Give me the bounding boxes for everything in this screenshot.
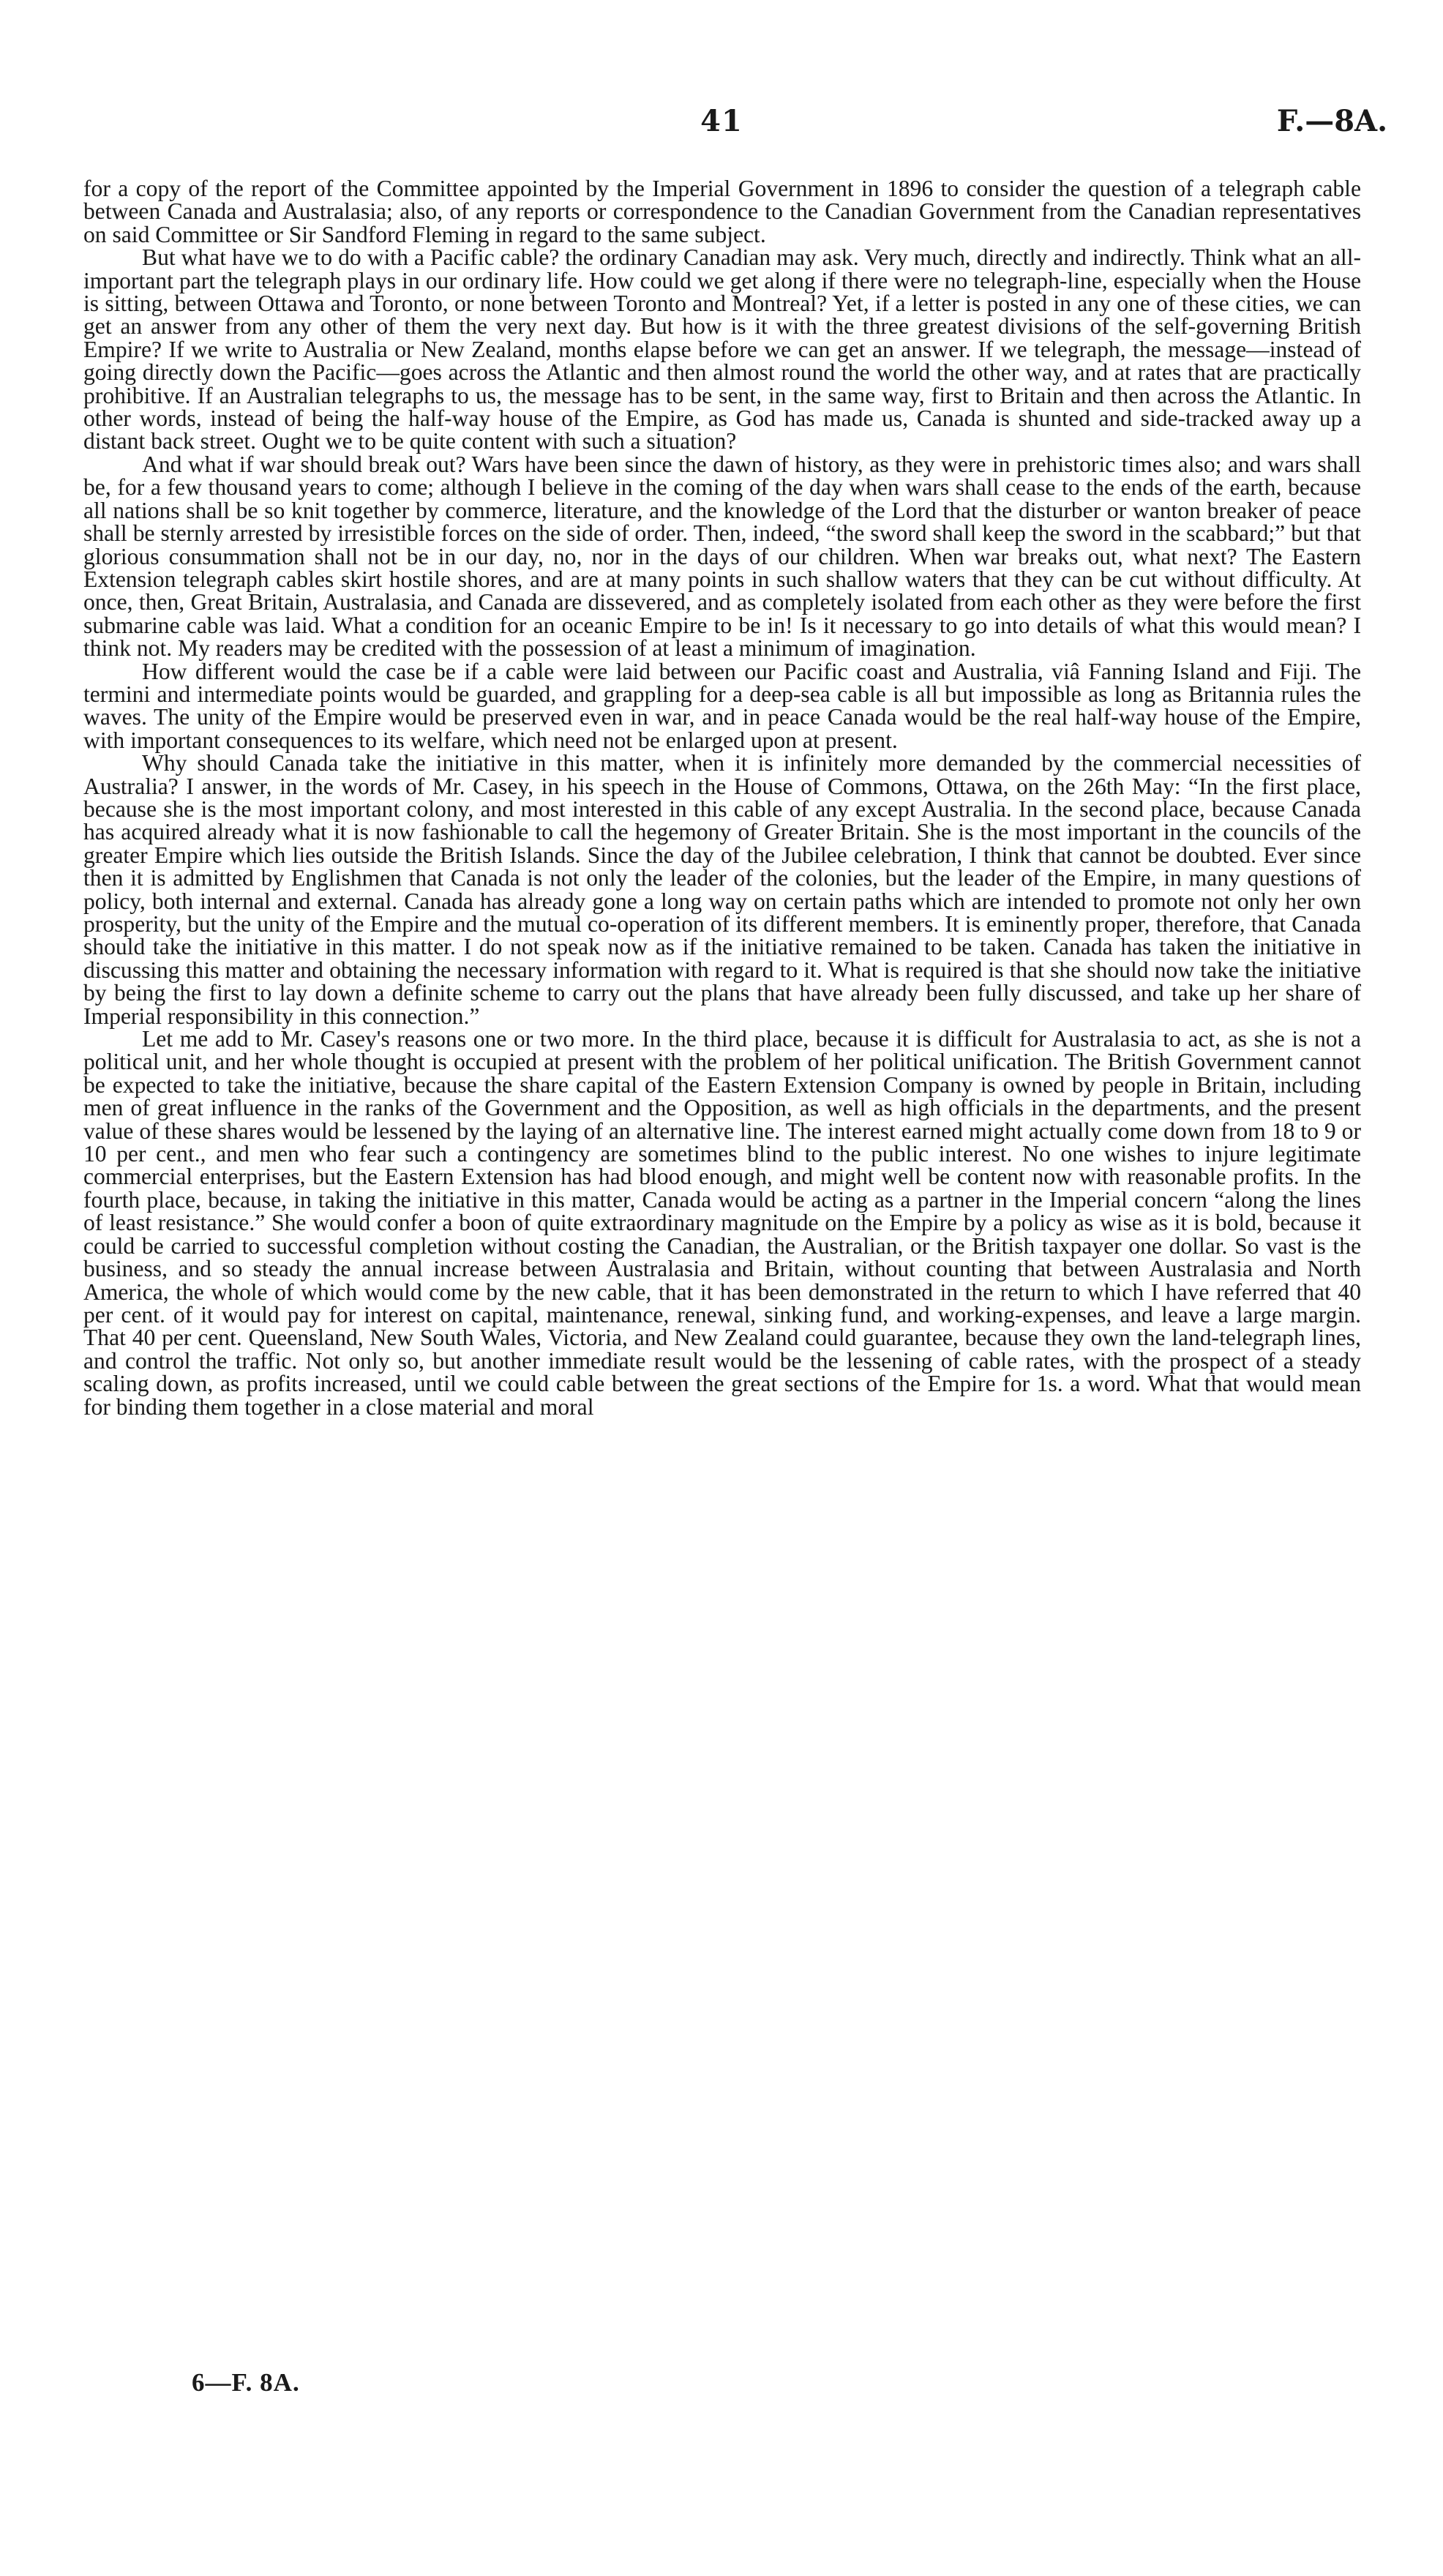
paragraph-war: And what if war should break out? Wars have been since the dawn of history, as they were in prehistoric times also; and wars shall be, for a few thousand years to come; although I believe in the coming of the day when wars shall cease to the ends of the earth, because all nations shall be so knit together by commerce, literature, and the knowledge of the Lord that the disturber or wanton breaker of peace shall be sternly arrested by irresistible forces on the side of order. Then, indeed, “the sword shall keep the sword in the scabbard;” but that glorious consummation shall not be in our day, no, nor in the days of our children. When war breaks out, what next? The Eastern Extension telegraph cables skirt hostile shores, and are at many points in such shallow waters that they can be cut without difficulty. At once, then, Great Britain, Australasia, and Canada are dissevered, and as completely isolated from each other as they were before the first submarine cable was laid. What a condition for an oceanic Empire to be in! Is it necessary to go into details of what this would mean? I think not. My readers may be credited with the possession of at least a minimum of imagination. [83,451,1361,662]
document-reference: F.—8A. [1276,104,1387,138]
paragraph-continuation: for a copy of the report of the Committee appointed by the Imperial Government in 1896 to consider the question of a telegraph cable between Canada and Australasia; also, of any reports or correspondence to the Canadian Government from the Canadian representatives on said Committee or Sir Sandford Fleming in regard to the same subject. [83,176,1361,247]
footer-signature: 6—F. 8A. [192,2368,300,2397]
paragraph-pacific-cable: But what have we to do with a Pacific cable? the ordinary Canadian may ask. Very much, directly and indirectly. Think what an all-important part the telegraph plays in our ordinary life. How could we get along if there were no telegraph-line, especially when the House is sitting, between Ottawa and Toronto, or none between Toronto and Montreal? Yet, if a letter is posted in any one of these cities, we can get an answer from any other of them the very next day. But how is it with the three greatest divisions of the self-governing British Empire? If we write to Australia or New Zealand, months elapse before we can get an answer. If we telegraph, the message—instead of going directly down the Pacific—goes across the Atlantic and then almost round the world the other way, and at rates that are practically prohibitive. If an Australian telegraphs to us, the message has to be sent, in the same way, first to Britain and then across the Atlantic. In other words, instead of being the half-way house of the Empire, as God has made us, Canada is shunted and side-tracked away up a distant back street. Ought we to be quite content with such a situation? [83,244,1361,454]
body-text [83,177,1361,1418]
page-number: 41 [700,104,743,138]
paragraph-fanning-island: How different would the case be if a cable were laid between our Pacific coast and Australia, viâ Fanning Island and Fiji. The termini and intermediate points would be guarded, and grappling for a deep-sea cable is all but impossible as long as Britannia rules the waves. The unity of the Empire would be preserved even in war, and in peace Canada would be the real half-way house of the Empire, with important consequences to its welfare, which need not be enlarged upon at present. [83,658,1361,753]
paragraph-additional-reasons: Let me add to Mr. Casey's reasons one or two more. In the third place, because it is difficult for Australasia to act, as she is not a political unit, and her whole thought is occupied at present with the problem of her political unification. The British Government cannot be expected to take the initiative, because the share capital of the Eastern Extension Company is owned by people in Britain, including men of great influence in the ranks of the Government and the Opposition, as well as high officials in the departments, and the present value of these shares would be lessened by the laying of an alternative line. The interest earned might actually come down from 18 to 9 or 10 per cent., and men who fear such a contingency are sometimes blind to the public interest. No one wishes to injure legitimate commercial enterprises, but the Eastern Extension has had blood enough, and might well be content now with reasonable profits. In the fourth place, because, in taking the initiative in this matter, Canada would be acting as a partner in the Imperial concern “along the lines of least resistance.” She would confer a boon of quite extraordinary magnitude on the Empire by a policy as wise as it is bold, because it could be carried to successful completion without costing the Canadian, the Australian, or the British taxpayer one dollar. So vast is the business, and so steady the annual increase between Australasia and Britain, without counting that between Australasia and North America, the whole of which would come by the new cable, that it has been demonstrated in the return to which I have referred that 40 per cent. of it would pay for interest on capital, maintenance, renewal, sinking fund, and working-expenses, and leave a large margin. That 40 per cent. Queensland, New South Wales, Victoria, and New Zealand could guarantee, because they own the land-telegraph lines, and control the traffic. Not only so, but another immediate result would be the lessening of cable rates, with the prospect of a steady scaling down, as profits increased, until we could cable between the great sections of the Empire for 1s. a word. What that would mean for binding them together in a close material and moral [83,1026,1361,1420]
paragraph-casey-quote: Why should Canada take the initiative in this matter, when it is infinitely more demanded by the commercial necessities of Australia? I answer, in the words of Mr. Casey, in his speech in the House of Commons, Ottawa, on the 26th May: “In the first place, because she is the most important colony, and most interested in this cable of any except Australia. In the second place, because Canada has acquired already what it is now fashionable to call the hegemony of Greater Britain. She is the most important in the councils of the greater Empire which lies outside the British Islands. Since the day of the Jubilee celebration, I think that cannot be doubted. Ever since then it is admitted by Englishmen that Canada is not only the leader of the colonies, but the leader of the Empire, in many questions of policy, both internal and external. Canada has already gone a long way on certain paths which are intended to promote not only her own prosperity, but the unity of the Empire and the mutual co-operation of its different members. It is eminently proper, therefore, that Canada should take the initiative in this matter. I do not speak now as if the initiative remained to be taken. Canada has taken the initiative in discussing this matter and obtaining the necessary information with regard to it. What is required is that she should now take the initiative by being the first to lay down a definite scheme to carry out the plans that have already been fully discussed, and take up her share of Imperial responsibility in this connection.” [83,750,1361,1029]
